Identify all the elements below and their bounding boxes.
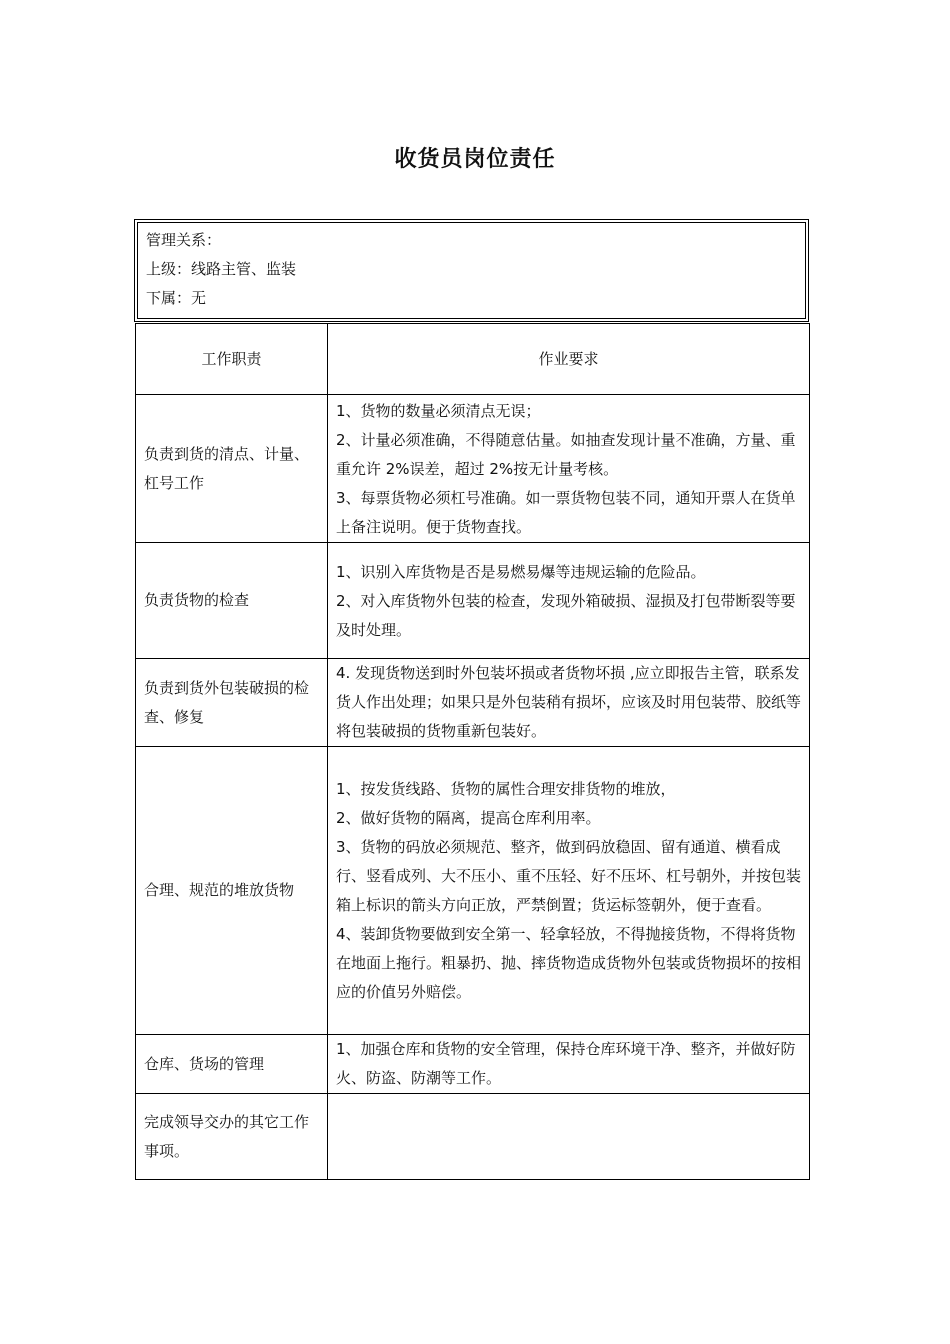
requirement-line: 4. 发现货物送到时外包装坏损或者货物坏损 ,应立即报告主管，联系发货人作出处理；如果只是外包装稍有损坏，应该及时用包装带、胶纸等将包装破损的货物重新包装好。 [336, 664, 802, 740]
requirement-line: 4、装卸货物要做到安全第一、轻拿轻放，不得抛接货物，不得将货物在地面上拖行。粗暴扔、抛、摔货物造成货物外包装或货物损坏的按相应的价值另外赔偿。 [336, 924, 802, 1001]
duty-table [135, 323, 810, 1180]
relations-heading: 管理关系： [146, 231, 222, 249]
table-row [136, 543, 810, 659]
duty-cell: 负责货物的检查 [136, 543, 328, 659]
duty-cell: 仓库、货场的管理 [136, 1035, 328, 1094]
table-row [136, 1035, 810, 1094]
table-row [136, 659, 810, 747]
requirement-line: 2、对入库货物外包装的检查，发现外箱破损、湿损及打包带断裂等要及时处理。 [336, 592, 796, 639]
table-row [136, 395, 810, 543]
requirements-cell [328, 395, 810, 543]
duty-cell: 负责到货的清点、计量、杠号工作 [136, 395, 328, 543]
requirements-cell [328, 747, 810, 1035]
header-duty: 工作职责 [136, 324, 328, 395]
requirement-line: 1、识别入库货物是否是易燃易爆等违规运输的危险品。 [336, 563, 706, 581]
relations-superior: 上级：线路主管、监装 [146, 260, 297, 278]
requirement-line: 3、货物的码放必须规范、整齐，做到码放稳固、留有通道、横看成行、竖看成列、大不压小、重不压轻、好不压坏、杠号朝外，并按包装箱上标识的箭头方向正放，严禁倒置；货运标签朝外，便于查看。 [336, 837, 802, 914]
table-row [136, 1094, 810, 1180]
document-title: 收货员岗位责任 [394, 147, 556, 172]
management-relations-box [134, 219, 809, 322]
duty-cell: 完成领导交办的其它工作事项。 [136, 1094, 328, 1180]
management-relations-inner [137, 222, 806, 319]
requirements-cell [328, 659, 810, 747]
requirement-line: 1、按发货线路、货物的属性合理安排货物的堆放， [336, 779, 676, 798]
header-requirements: 作业要求 [328, 324, 810, 395]
relations-subordinate: 下属：无 [146, 289, 207, 307]
requirements-cell [328, 1094, 810, 1180]
table-header-row [136, 324, 810, 395]
duty-cell: 负责到货外包装破损的检查、修复 [136, 659, 328, 747]
requirement-line: 1、货物的数量必须清点无误； [336, 402, 541, 420]
requirements-cell [328, 543, 810, 659]
requirement-line: 2、计量必须准确，不得随意估量。如抽查发现计量不准确，方量、重重允许 2%误差，超过 2%按无计量考核。 [336, 431, 796, 478]
requirement-line: 1、加强仓库和货物的安全管理，保持仓库环境干净、整齐，并做好防火、防盗、防潮等工作。 [336, 1040, 796, 1087]
requirements-cell [328, 1035, 810, 1094]
requirement-line: 2、做好货物的隔离，提高仓库利用率。 [336, 808, 601, 827]
table-row [136, 747, 810, 1035]
duty-cell: 合理、规范的堆放货物 [136, 747, 328, 1035]
requirement-line: 3、每票货物必须杠号准确。如一票货物包装不同，通知开票人在货单上备注说明。便于货物查找。 [336, 489, 796, 536]
